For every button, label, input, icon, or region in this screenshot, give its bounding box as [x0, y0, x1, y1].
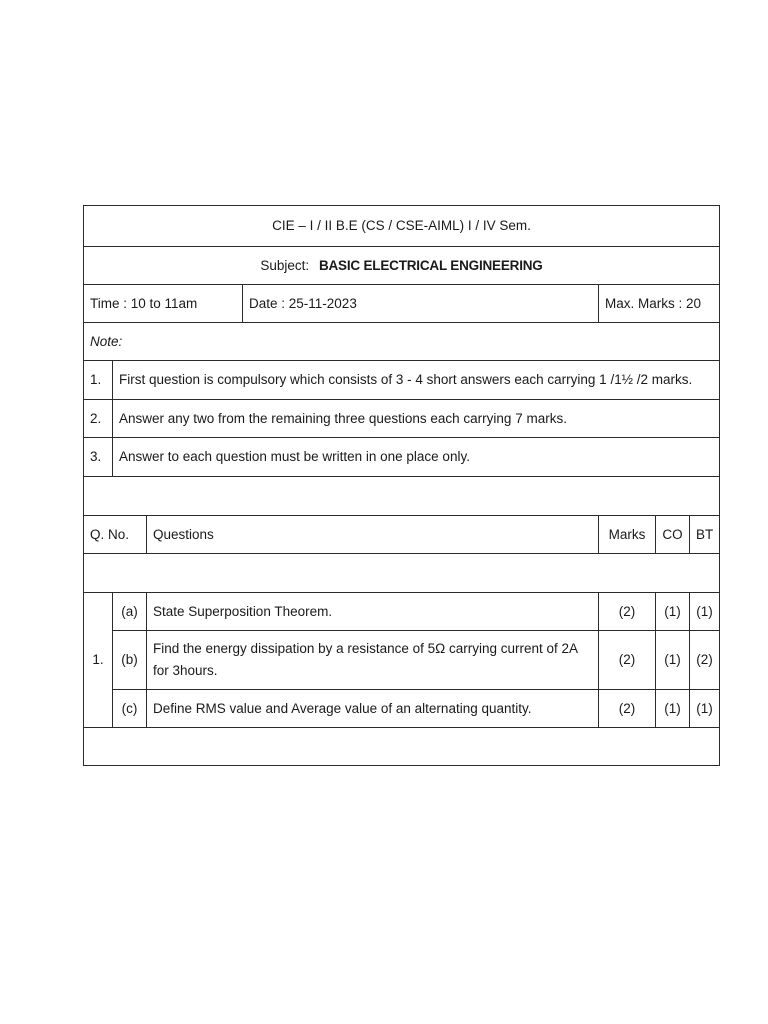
question-part: (a) — [113, 593, 147, 631]
note-item — [84, 400, 720, 438]
question-co: (1) — [656, 631, 690, 690]
note-item — [84, 361, 720, 400]
question-text: Find the energy dissipation by a resistance of 5Ω carrying current of 2A for 3hours. — [147, 631, 599, 690]
exam-info-row — [84, 285, 720, 323]
note-number: 1. — [84, 361, 113, 400]
subject-value: BASIC ELECTRICAL ENGINEERING — [318, 257, 543, 273]
spacer-cell — [84, 477, 720, 516]
spacer-row — [84, 554, 720, 593]
column-header-row — [84, 516, 720, 554]
question-part: (c) — [113, 690, 147, 728]
note-label: Note: — [84, 323, 720, 361]
question-marks: (2) — [599, 690, 656, 728]
question-marks: (2) — [599, 631, 656, 690]
bt-header: BT — [690, 516, 720, 554]
spacer-row — [84, 477, 720, 516]
exam-title: CIE – I / II B.E (CS / CSE-AIML) I / IV Sem. — [84, 206, 720, 247]
note-item — [84, 438, 720, 477]
question-paper-table — [83, 205, 720, 766]
title-row — [84, 206, 720, 247]
question-marks: (2) — [599, 593, 656, 631]
spacer-row — [84, 728, 720, 766]
note-row — [84, 323, 720, 361]
subject-label: Subject: — [260, 257, 310, 273]
question-text: State Superposition Theorem. — [147, 593, 599, 631]
question-text: Define RMS value and Average value of an alternating quantity. — [147, 690, 599, 728]
question-number: 1. — [84, 593, 113, 728]
co-header: CO — [656, 516, 690, 554]
question-part: (b) — [113, 631, 147, 690]
question-co: (1) — [656, 593, 690, 631]
note-number: 3. — [84, 438, 113, 477]
question-paper — [83, 205, 719, 766]
question-bt: (1) — [690, 593, 720, 631]
max-marks-cell: Max. Marks : 20 — [599, 285, 720, 323]
note-text: Answer any two from the remaining three questions each carrying 7 marks. — [113, 400, 720, 438]
note-text: First question is compulsory which consists of 3 - 4 short answers each carrying 1 /1½ /2 marks. — [113, 361, 720, 400]
question-row — [84, 593, 720, 631]
question-bt: (1) — [690, 690, 720, 728]
qno-header: Q. No. — [84, 516, 147, 554]
subject-row — [84, 247, 720, 285]
time-cell: Time : 10 to 11am — [84, 285, 243, 323]
note-number: 2. — [84, 400, 113, 438]
marks-header: Marks — [599, 516, 656, 554]
note-text: Answer to each question must be written in one place only. — [113, 438, 720, 477]
date-cell: Date : 25-11-2023 — [243, 285, 599, 323]
question-bt: (2) — [690, 631, 720, 690]
question-row — [84, 690, 720, 728]
questions-header: Questions — [147, 516, 599, 554]
spacer-cell — [84, 728, 720, 766]
question-row — [84, 631, 720, 690]
subject-cell — [84, 247, 720, 285]
spacer-cell — [84, 554, 720, 593]
question-co: (1) — [656, 690, 690, 728]
